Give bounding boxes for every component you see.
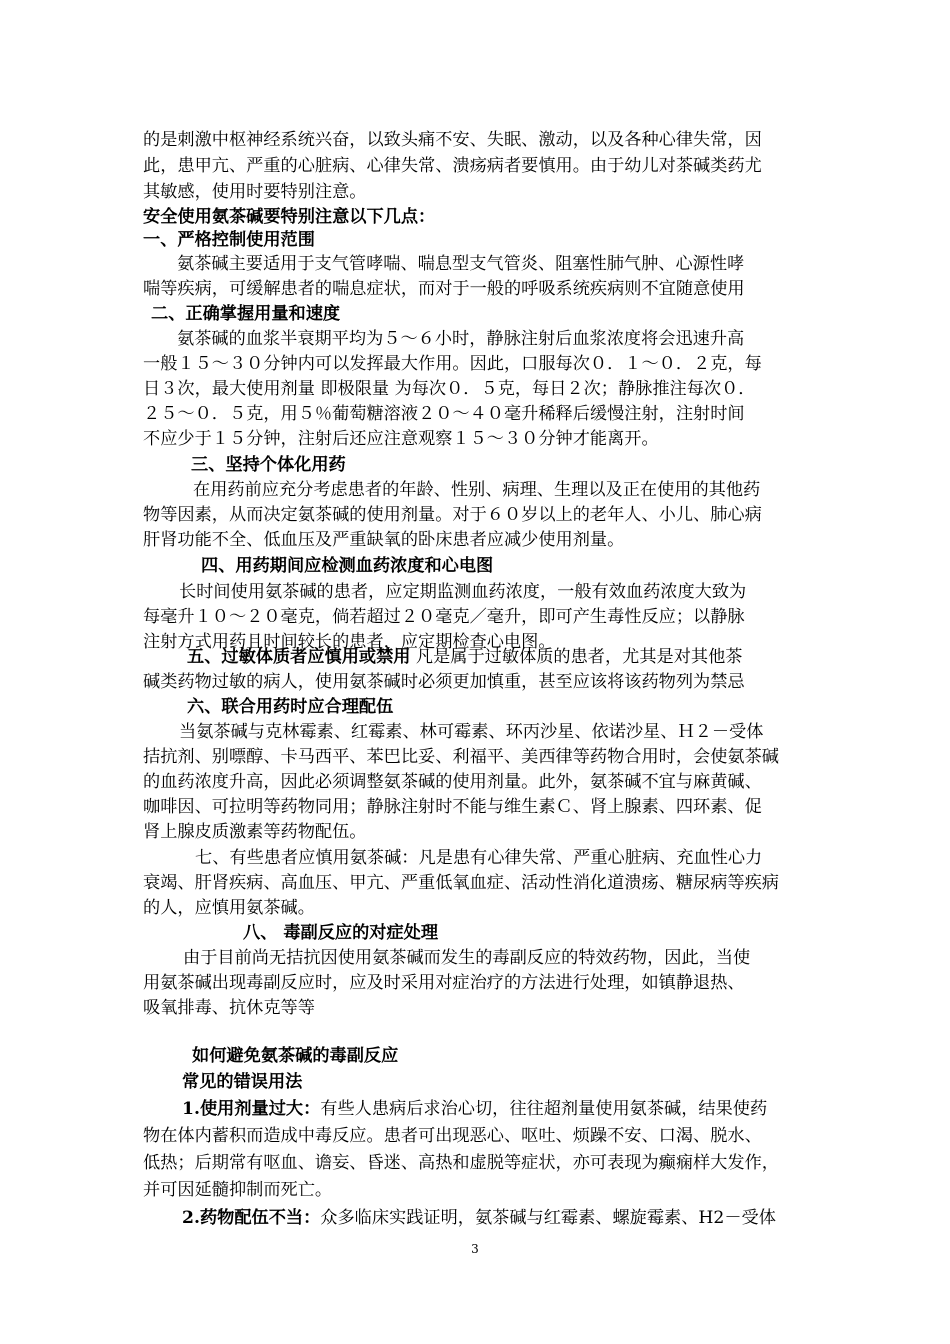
section-subheading: 常见的错误用法 (182, 1072, 303, 1092)
paragraph-line: 碱类药物过敏的病人，使用氨茶碱时必须更加慎重，甚至应该将该药物列为禁忌 (143, 672, 745, 692)
paragraph-line: 其敏感，使用时要特别注意。 (143, 182, 367, 202)
section-heading-line: 一、严格控制使用范围 (143, 230, 315, 250)
paragraph-line: 在用药前应充分考虑患者的年龄、性别、病理、生理以及正在使用的其他药 (193, 480, 761, 500)
paragraph-line: 每毫升１０～２０毫克，倘若超过２０毫克／毫升，即可产生毒性反应；以静脉 (143, 607, 745, 627)
item-one-line: 并可因延髓抑制而死亡。 (143, 1180, 333, 1200)
paragraph-line: 用氨茶碱出现毒副反应时，应及时采用对症治疗的方法进行处理，如镇静退热、 (143, 973, 745, 993)
item-two-first-line (182, 1206, 808, 1230)
paragraph-line: 一般１５～３０分钟内可以发挥最大作用。因此，口服每次０．１～０．２克，每 (143, 354, 762, 374)
paragraph-line: 咖啡因、可拉明等药物同用；静脉注射时不能与维生素Ｃ、肾上腺素、四环素、促 (143, 797, 762, 817)
heading-five: 五、过敏体质者应慎用或禁用 (187, 647, 411, 667)
paragraph-line: 长时间使用氨茶碱的患者，应定期监测血药浓度，一般有效血药浓度大致为 (179, 582, 747, 602)
paragraph-line: 的人，应慎用氨茶碱。 (143, 898, 315, 918)
section-heading-line: 六、联合用药时应合理配伍 (187, 697, 394, 717)
section-heading-line: 安全使用氨茶碱要特别注意以下几点： (143, 207, 436, 227)
paragraph-line: 当氨茶碱与克林霉素、红霉素、林可霉素、环丙沙星、依诺沙星、Ｈ２－受体 (179, 722, 764, 742)
item-one-label: 1.使用剂量过大： (182, 1099, 321, 1119)
paragraph-line: 此，患甲亢、严重的心脏病、心律失常、溃疡病者要慎用。由于幼儿对茶碱类药尤 (143, 156, 762, 176)
paragraph-line: 喘等疾病，可缓解患者的喘息症状，而对于一般的呼吸系统疾病则不宜随意使用 (143, 279, 745, 299)
item-one-text: 有些人患病后求治心切，往往超剂量使用氨茶碱，结果使药 (320, 1099, 768, 1119)
paragraph-line: 不应少于１５分钟，注射后还应注意观察１５～３０分钟才能离开。 (143, 429, 659, 449)
paragraph-line: 吸氧排毒、抗休克等等 (143, 998, 315, 1018)
section-heading-line: 八、 毒副反应的对症处理 (243, 923, 439, 943)
paragraph-line: 的是刺激中枢神经系统兴奋，以致头痛不安、失眠、激动，以及各种心律失常，因 (143, 130, 762, 150)
paragraph-line: 氨茶碱的血浆半衰期平均为５～６小时，静脉注射后血浆浓度将会迅速升高 (177, 329, 745, 349)
item-two-text: 众多临床实践证明，氨茶碱与红霉素、螺旋霉素、H2－受体 (320, 1208, 776, 1228)
section-heading-line: 三、坚持个体化用药 (191, 455, 346, 475)
paragraph-line: 由于目前尚无拮抗因使用氨茶碱而发生的毒副反应的特效药物，因此，当使 (183, 948, 751, 968)
paragraph-line: 物等因素，从而决定氨茶碱的使用剂量。对于６０岁以上的老年人、小儿、肺心病 (143, 505, 762, 525)
item-one-first-line (182, 1097, 808, 1121)
section-heading-line: 四、用药期间应检测血药浓度和心电图 (201, 556, 494, 576)
paragraph-line: 氨茶碱主要适用于支气管哮喘、喘息型支气管炎、阻塞性肺气肿、心源性哮 (177, 254, 745, 274)
paragraph-line: 肾上腺皮质激素等药物配伍。 (143, 822, 367, 842)
section-heading: 如何避免氨茶碱的毒副反应 (192, 1046, 399, 1066)
page-number: 3 (471, 1242, 479, 1256)
item-one-line: 低热；后期常有呕血、谵妄、昏迷、高热和虚脱等症状，亦可表现为癫痫样大发作， (143, 1153, 779, 1173)
paragraph-five-text: 凡是属于过敏体质的患者，尤其是对其他茶 (410, 647, 743, 667)
paragraph-line: 拮抗剂、别嘌醇、卡马西平、苯巴比妥、利福平、美西律等药物合用时，会使氨茶碱 (143, 747, 779, 767)
paragraph-line: 注射方式用药且时间较长的患者，应定期检查心电图。 (143, 632, 556, 652)
paragraph-line: 的血药浓度升高，因此必须调整氨茶碱的使用剂量。此外，氨茶碱不宜与麻黄碱、 (143, 772, 762, 792)
section-heading-line: 二、正确掌握用量和速度 (151, 304, 341, 324)
paragraph-line: 衰竭、肝肾疾病、高血压、甲亢、严重低氧血症、活动性消化道溃疡、糖尿病等疾病 (143, 873, 779, 893)
paragraph-line: 肝肾功能不全、低血压及严重缺氧的卧床患者应减少使用剂量。 (143, 530, 625, 550)
paragraph-line: 日３次，最大使用剂量 即极限量 为每次０．５克，每日２次；静脉推注每次０． (143, 379, 756, 399)
item-one-line: 物在体内蓄积而造成中毒反应。患者可出现恶心、呕吐、烦躁不安、口渴、脱水、 (143, 1126, 762, 1146)
paragraph-line: ２５～０．５克，用５％葡萄糖溶液２０～４０毫升稀释后缓慢注射，注射时间 (143, 404, 745, 424)
paragraph-line: 七、有些患者应慎用氨茶碱：凡是患有心律失常、严重心脏病、充血性心力 (195, 848, 763, 868)
paragraph-five (187, 645, 808, 669)
item-two-label: 2.药物配伍不当： (182, 1208, 321, 1228)
